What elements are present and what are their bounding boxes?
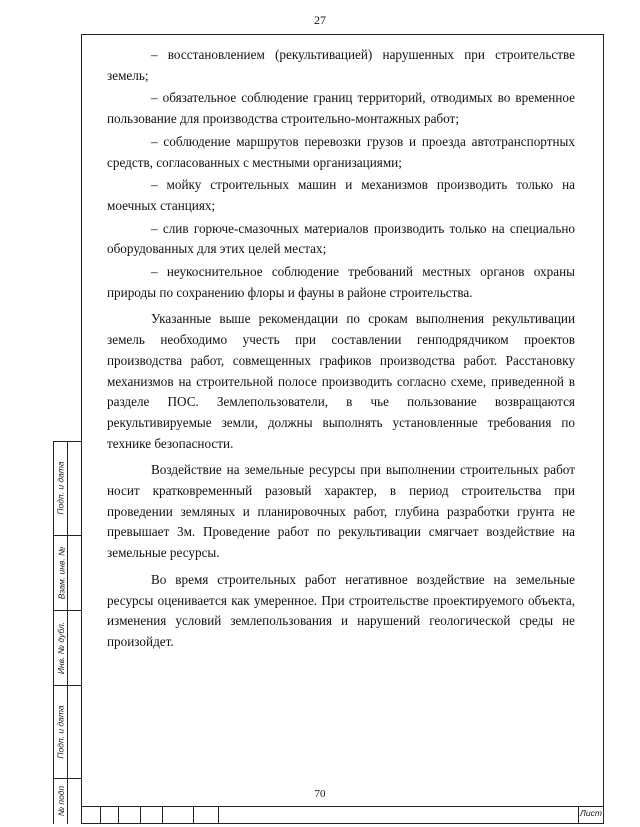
bullet-item: – обязательное соблюдение границ территорий, отводимых во временное пользование для производства строительно-монтажных работ; <box>107 90 575 127</box>
document-body <box>107 45 575 653</box>
stamp-cell-divider <box>162 806 163 824</box>
strip-label-signature-date-2: Подп. и дата <box>56 704 66 759</box>
sheet-number: 70 <box>314 788 326 800</box>
stamp-row <box>81 806 604 824</box>
bullet-item: – соблюдение маршрутов перевозки грузов и проезда автотранспортных средств, согласованных с местными организациями; <box>107 133 575 170</box>
bullet-item: – мойку строительных машин и механизмов производить только на моечных станциях; <box>107 177 575 213</box>
stamp-cell-divider <box>193 806 194 824</box>
sheet-label: Лист <box>580 808 602 818</box>
bullet-item: – восстановлением (рекультивацией) нарушенных при строительстве земель; <box>107 47 575 83</box>
bullet-item: – неукоснительное соблюдение требований местных органов охраны природы по сохранению флоры и фауны в районе строительства. <box>107 264 575 300</box>
stamp-cell-divider <box>140 806 141 824</box>
stamp-cell-divider <box>100 806 101 824</box>
strip-label-replacement-inv: Взам. инв. № <box>56 546 67 599</box>
body-paragraph: Во время строительных работ негативное воздействие на земельные ресурсы оценивается как умеренное. При строительстве проектируемого объекта, изменения условий землепользования и нарушений геологической среды не произойдет. <box>107 571 575 649</box>
strip-label-original-no: № подп <box>56 785 67 817</box>
stamp-cell-divider <box>118 806 119 824</box>
body-paragraph: Указанные выше рекомендации по срокам выполнения рекультивации земель необходимо учесть при составлении генподрядчиком проектов производства работ, совмещенных графиков производства работ. Расстановку механизмов на строительной полосе производить согласно схеме, приведенной в разделе ПОС. Землепользователи, в чье пользование возвращаются рекультивируемые земли, должны выполнять установленные требования по технике безопасности. <box>107 311 575 451</box>
page-number: 27 <box>314 13 326 27</box>
body-paragraph: Воздействие на земельные ресурсы при выполнении строительных работ носит кратковременный разовый характер, в период строительства при проведении земляных и планировочных работ, глубина разработки грунта не превышает 3м. Проведение работ по рекультивации смягчает воздействие на земельные ресурсы. <box>107 462 575 561</box>
stamp-cell-divider <box>218 806 219 824</box>
strip-label-signature-date: Подп. и дата <box>56 461 66 515</box>
bullet-item: – слив горюче-смазочных материалов производить только на специально оборудованных для этих целей местах; <box>107 220 575 257</box>
strip-label-duplicate-inv: Инв. № дубл. <box>56 621 66 674</box>
